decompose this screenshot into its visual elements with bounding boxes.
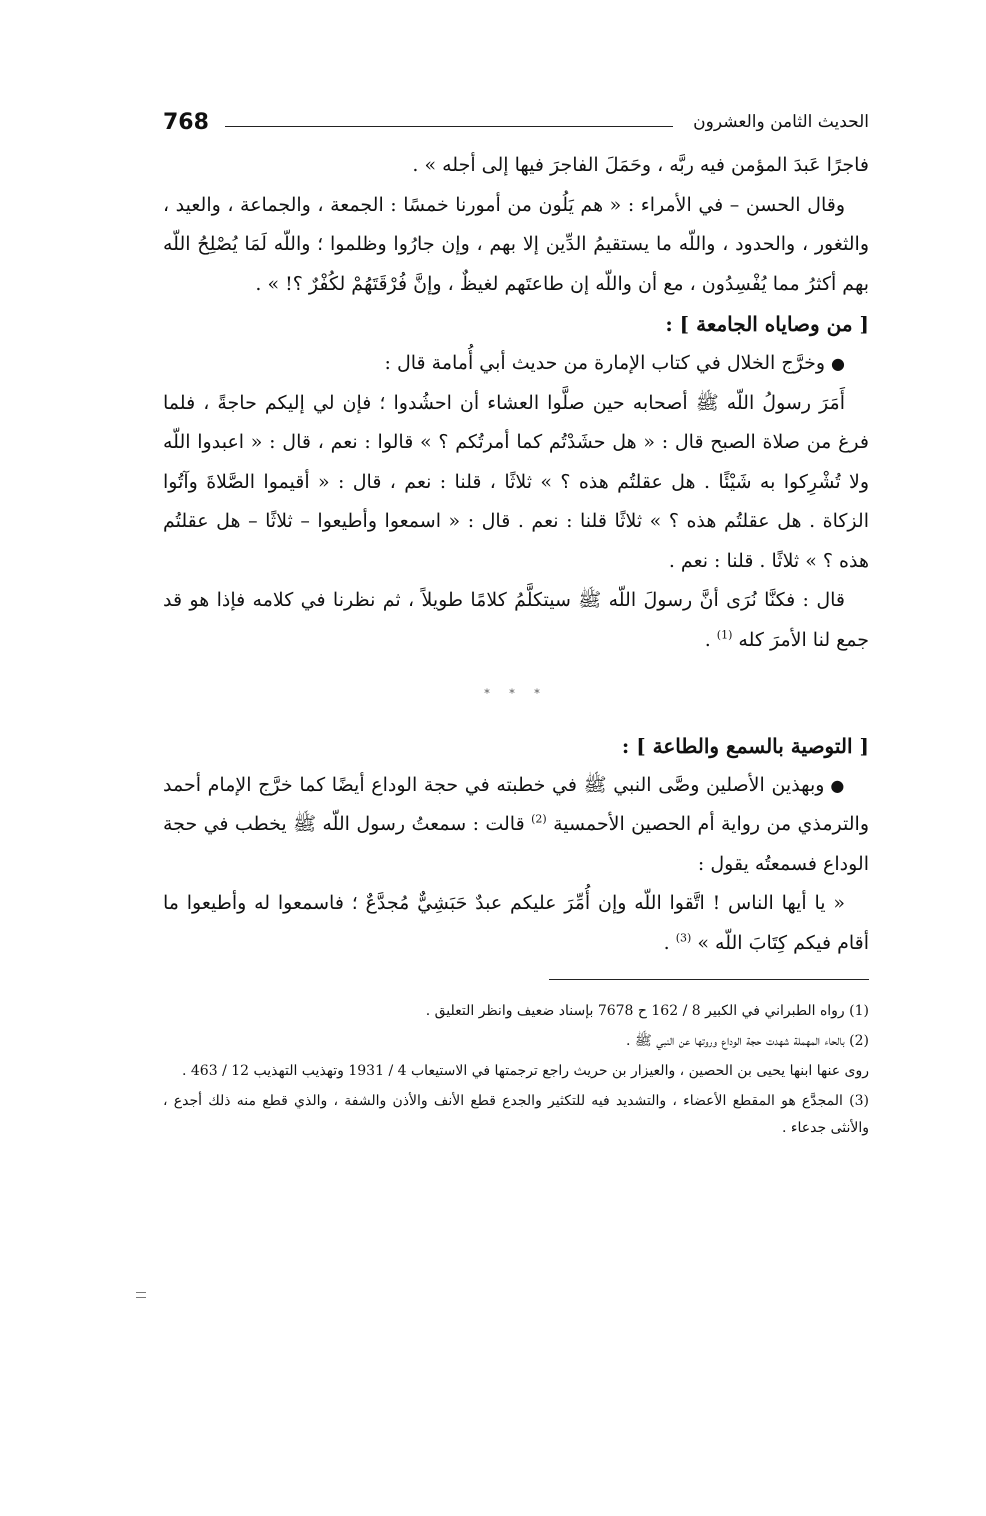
- footnote-3: (3) المجدَّع هو المقطع الأعضاء ، والتشديد فيه للتكثير والجدع قطع الأنف والأذن والشفة ، والذي قطع منه ذلك أجدع ، والأنثى جدعاء .: [163, 1093, 869, 1136]
- footnote-2-continued: روى عنها ابنها يحيى بن الحصين ، والعيزار بن حريث راجع ترجمتها في الاستيعاب 4 / 1931 وتهذيب التهذيب 12 / 463 .: [181, 1063, 869, 1079]
- document-page: [163, 100, 869, 1145]
- header-rule: [225, 126, 673, 127]
- page-number: 768: [163, 110, 209, 135]
- paragraph-3-text: وخرَّج الخلال في كتاب الإمارة من حديث أبي أُمامة قال :: [384, 352, 826, 374]
- paragraph-7: [163, 884, 869, 963]
- paragraph-5-text: قال : فكنَّا نُرَى أنَّ رسولَ اللّه ﷺ سيتكلَّمُ كلامًا طويلاً ، ثم نظرنا في كلامه فإذا هو قد جمع لنا الأمرَ كله: [163, 589, 869, 651]
- footnotes: [163, 998, 869, 1142]
- paragraph-3: [163, 344, 869, 384]
- footnote-1: (1) رواه الطبراني في الكبير 8 / 162 ح 7678 بإسناد ضعيف وانظر التعليق .: [425, 1003, 869, 1019]
- footnote-rule: [549, 979, 869, 980]
- running-title: الحديث الثامن والعشرون: [693, 112, 869, 132]
- paragraph-6-text-b: قالت : سمعتُ رسول اللّه ﷺ يخطب في حجة الوداع فسمعتُه يقول :: [163, 813, 869, 875]
- bullet-icon: ●: [831, 354, 845, 373]
- paragraph-1: فاجرًا عَبدَ المؤمن فيه ربَّه ، وحَمَلَ الفاجرَ فيها إلى أجله » .: [412, 154, 869, 176]
- section-separator: * * *: [484, 687, 548, 700]
- paragraph-5: [163, 581, 869, 660]
- paragraph-6-text-a: وبهذين الأصلين وصَّى النبي ﷺ في خطبته في حجة الوداع أيضًا كما خرَّج الإمام أحمد والترمذي من رواية أم الحصين الأحمسية: [163, 773, 869, 835]
- paragraph-7-text: « يا أيها الناس ! اتَّقوا اللّه وإن أُمِّرَ عليكم عبدٌ حَبَشِيٌّ مُجدَّعٌ ؛ فاسمعوا له وأطيعوا ما أقام فيكم كِتَابَ اللّه »: [163, 892, 869, 954]
- paragraph-6: [163, 766, 869, 885]
- footnote-2: (2) بالحاء المهملة شهدت حجة الوداع وروتها عن النبي ﷺ .: [626, 1033, 869, 1049]
- footnote-ref-3[interactable]: (3): [675, 931, 692, 945]
- section-heading-comprehensive-advice: [ من وصاياه الجامعة ] :: [665, 312, 869, 336]
- bullet-icon: ●: [830, 775, 845, 795]
- page-header: [163, 100, 869, 146]
- section-heading-obedience: [ التوصية بالسمع والطاعة ] :: [621, 733, 869, 758]
- body-text: [163, 146, 869, 963]
- footnote-ref-2[interactable]: (2): [531, 812, 547, 826]
- paragraph-5-end: .: [704, 628, 717, 651]
- paragraph-4: أَمَرَ رسولُ اللّه ﷺ أصحابه حين صلَّوا العشاء أن احشُدوا ؛ فإن لي إليكم حاجةً ، فلما فرغ من صلاة الصبح قال : « هل حشَدْتُم كما أمرتُكم ؟ » قالوا : نعم ، قال : « اعبدوا اللّه ولا تُشْرِكوا به شَيْئًا . هل عقلتُم هذه ؟ » ثلاثًا ، قلنا : نعم ، قال : « أقيموا الصَّلاةَ وآتُوا الزكاة . هل عقلتُم هذه ؟ » ثلاثًا قلنا : نعم . قال : « اسمعوا وأطيعوا – ثلاثًا – هل عقلتُم هذه ؟ » ثلاثًا . قلنا : نعم .: [163, 391, 869, 572]
- paragraph-7-end: .: [663, 931, 676, 954]
- paragraph-2: وقال الحسن – في الأمراء : « هم يَلُون من أمورنا خمسًا : الجمعة ، والجماعة ، والعيد ، والثغور ، والحدود ، واللّه ما يستقيمُ الدِّين إلا بهم ، وإن جارُوا وظلموا ؛ واللّه لَمَا يُصْلِحُ اللّه بهم أكثرُ مما يُفْسِدُون ، مع أن واللّه إن طاعتَهم لغيظٌ ، وإنَّ فُرْقَتَهُمْ لكُفْرٌ ؟! » .: [163, 193, 869, 295]
- footnote-ref-1[interactable]: (1): [716, 628, 733, 642]
- margin-mark: [136, 1292, 146, 1298]
